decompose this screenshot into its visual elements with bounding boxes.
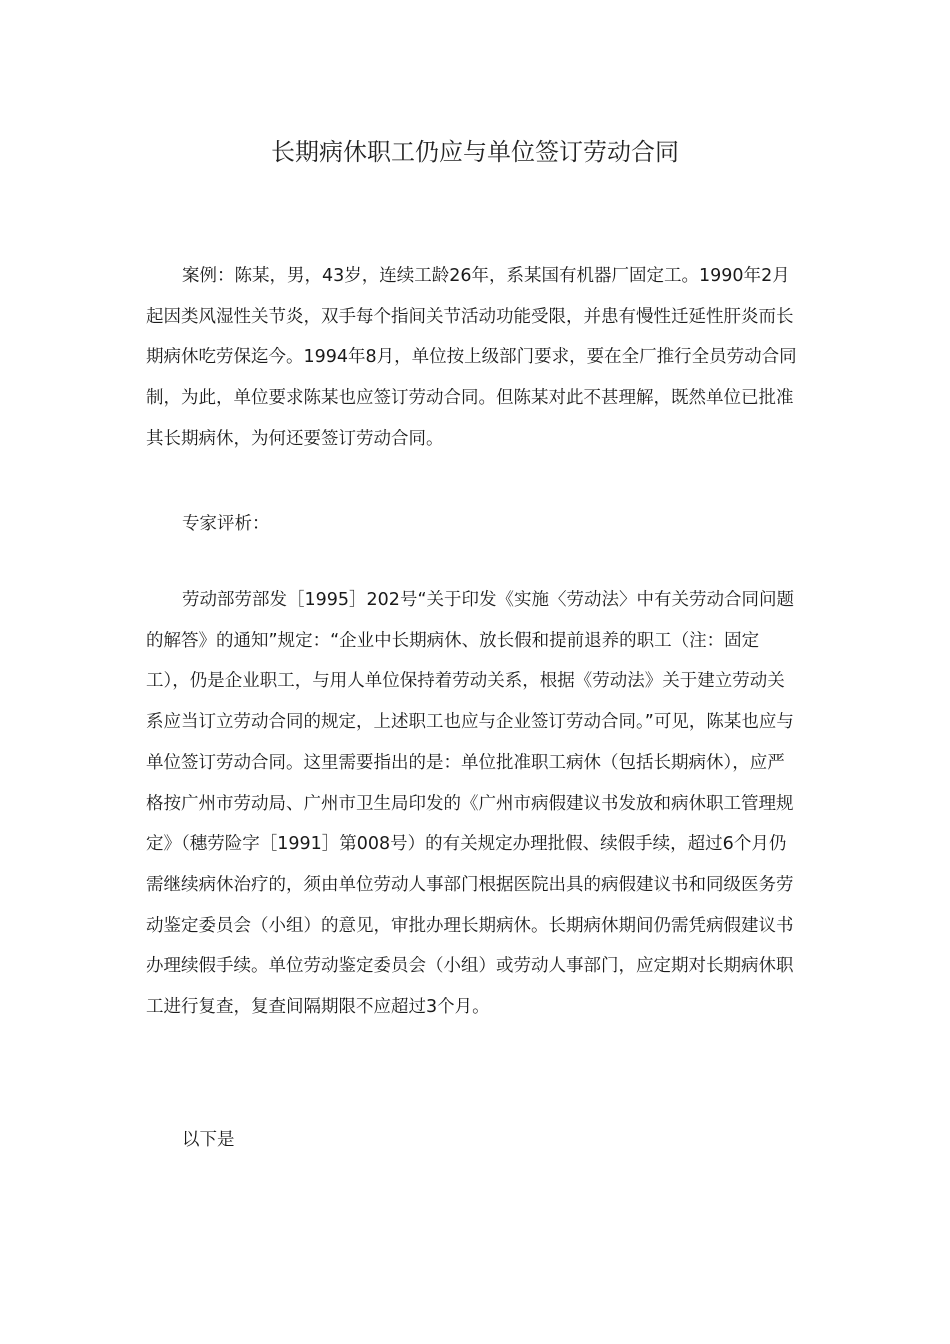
analysis-heading: 专家评析： bbox=[182, 514, 270, 534]
trailing-paragraph: 以下是 bbox=[182, 1130, 235, 1150]
document-title: 长期病休职工仍应与单位签订劳动合同 bbox=[271, 138, 679, 166]
analysis-paragraph: 劳动部劳部发［1995］202号“关于印发《实施〈劳动法〉中有关劳动合同问题的解答》的通知”规定：“企业中长期病休、放长假和提前退养的职工（注：固定工），仍是企业职工，与用人单位保持着劳动关系，根据《劳动法》关于建立劳动关系应当订立劳动合同的规定，上述职工也应与企业签订劳动合同。”可见，陈某也应与单位签订劳动合同。这里需要指出的是：单位批准职工病休（包括长期病休），应严格按广州市劳动局、广州市卫生局印发的《广州市病假建议书发放和病休职工管理规定》（穗劳险字［1991］第008号）的有关规定办理批假、续假手续，超过6个月仍需继续病休治疗的，须由单位劳动人事部门根据医院出具的病假建议书和同级医务劳动鉴定委员会（小组）的意见，审批办理长期病休。长期病休期间仍需凭病假建议书办理续假手续。单位劳动鉴定委员会（小组）或劳动人事部门，应定期对长期病休职工进行复查，复查间隔期限不应超过3个月。 bbox=[146, 590, 795, 1018]
case-paragraph: 案例：陈某，男，43岁，连续工龄26年，系某国有机器厂固定工。1990年2月起因类风湿性关节炎，双手每个指间关节活动功能受限，并患有慢性迁延性肝炎而长期病休吃劳保迄今。1994年8月，单位按上级部门要求，要在全厂推行全员劳动合同制，为此，单位要求陈某也应签订劳动合同。但陈某对此不甚理解，既然单位已批准其长期病休，为何还要签订劳动合同。 bbox=[146, 266, 797, 449]
